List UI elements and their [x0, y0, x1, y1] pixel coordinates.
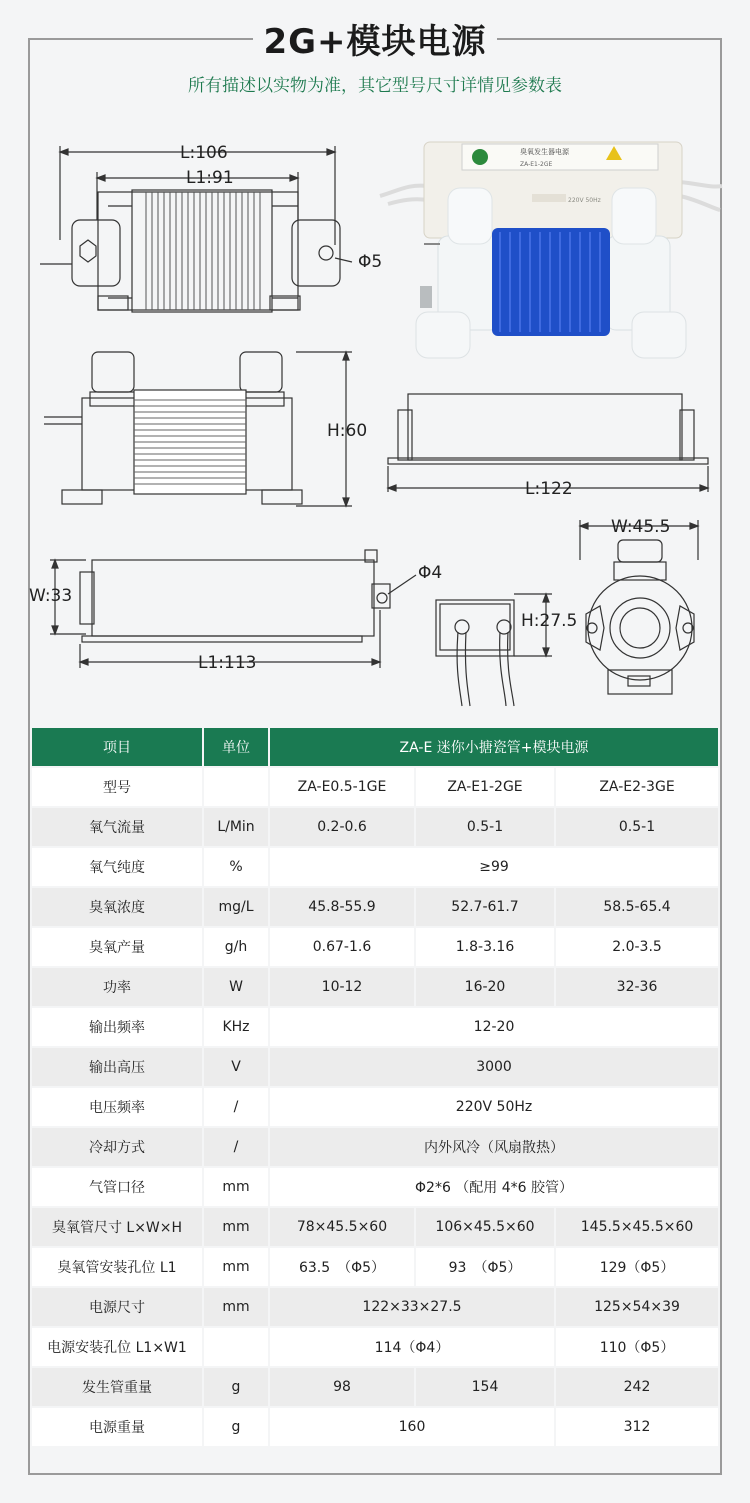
dim-phi5: Φ5 [358, 252, 383, 272]
table-row: 电源尺寸 mm 122×33×27.5 125×54×39 [32, 1288, 718, 1326]
dim-l1-113: L1:113 [198, 653, 257, 673]
table-row: 输出频率 KHz 12-20 [32, 1008, 718, 1046]
dim-l122: L:122 [525, 479, 573, 499]
table-row: 臭氧产量 g/h 0.67-1.6 1.8-3.16 2.0-3.5 [32, 928, 718, 966]
table-row: 臭氧管尺寸 L×W×H mm 78×45.5×60 106×45.5×60 145.5×45.5×60 [32, 1208, 718, 1246]
dim-w33: W:33 [29, 586, 73, 606]
header-product: ZA-E 迷你小搪瓷管+模块电源 [270, 728, 718, 766]
table-row: 氧气流量 L/Min 0.2-0.6 0.5-1 0.5-1 [32, 808, 718, 846]
header-unit: 单位 [204, 728, 270, 766]
psu-label-line2: ZA-E1-2GE [520, 161, 553, 168]
dim-l1-91: L1:91 [186, 168, 234, 188]
table-row: 臭氧浓度 mg/L 45.8-55.9 52.7-61.7 58.5-65.4 [32, 888, 718, 926]
spec-table-header [32, 728, 718, 766]
spec-table [32, 726, 718, 1448]
table-row: 输出高压 V 3000 [32, 1048, 718, 1086]
table-row: 电源重量 g 160 312 [32, 1408, 718, 1446]
table-row: 型号 ZA-E0.5-1GE ZA-E1-2GE ZA-E2-3GE [32, 768, 718, 806]
table-row: 气管口径 mm Φ2*6 （配用 4*6 胶管） [32, 1168, 718, 1206]
table-row: 功率 W 10-12 16-20 32-36 [32, 968, 718, 1006]
table-row: 冷却方式 / 内外风冷（风扇散热） [32, 1128, 718, 1166]
tube-side-view-drawing [44, 352, 352, 506]
dim-w45-5: W:45.5 [611, 517, 671, 537]
page-title: 2G+模块电源 [0, 14, 750, 63]
psu-label-line1: 臭氧发生器电源 [520, 148, 569, 156]
table-row: 电压频率 / 220V 50Hz [32, 1088, 718, 1126]
psu-top-view-drawing [50, 550, 416, 668]
tube-end-view-drawing [580, 520, 698, 694]
table-row: 臭氧管安装孔位 L1 mm 63.5 （Φ5） 93 （Φ5） 129（Φ5） [32, 1248, 718, 1286]
header-item: 项目 [32, 728, 204, 766]
table-row: 发生管重量 g 98 154 242 [32, 1368, 718, 1406]
table-row: 电源安装孔位 L1×W1 114（Φ4） 110（Φ5） [32, 1328, 718, 1366]
page-subtitle: 所有描述以实物为准，其它型号尺寸详情见参数表 [188, 76, 562, 96]
table-row: 氧气纯度 % ≥99 [32, 848, 718, 886]
psu-label-line3: 220V 50Hz [568, 197, 601, 204]
psu-side-view-drawing [388, 394, 708, 492]
product-photo [380, 142, 722, 358]
technical-drawings [0, 0, 750, 710]
dim-h60: H:60 [327, 421, 368, 441]
dim-l106: L:106 [180, 143, 228, 163]
dim-phi4: Φ4 [418, 563, 443, 583]
dim-h27-5: H:27.5 [521, 611, 578, 631]
